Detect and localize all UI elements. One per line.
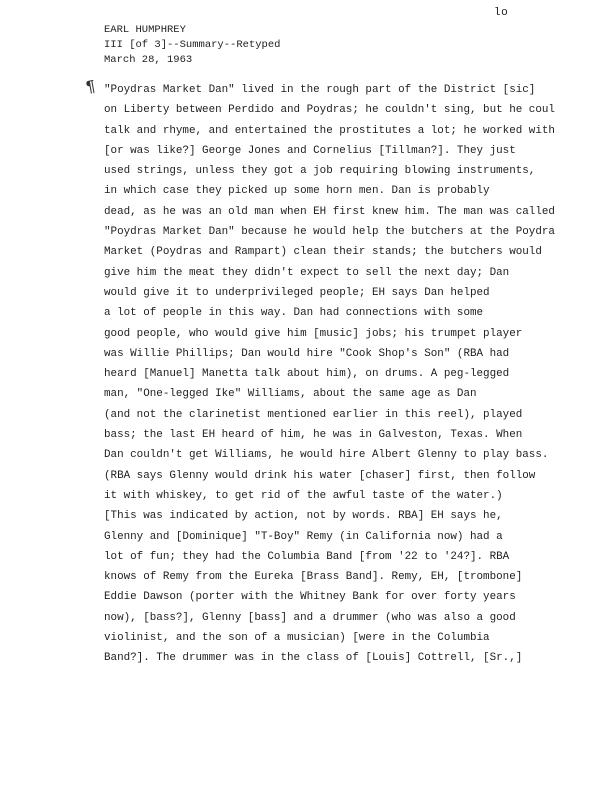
text-line: (and not the clarinetist mentioned earlier in this reel), played bbox=[104, 408, 523, 421]
text-line: in which case they picked up some horn men. Dan is probably bbox=[104, 185, 490, 198]
page-number: lo bbox=[494, 7, 509, 19]
text-line: [or was like?] George Jones and Cornelius [Tillman?]. They just bbox=[104, 144, 516, 157]
text-line: violinist, and the son of a musician) [were in the Columbia bbox=[104, 632, 490, 645]
text-line: would give it to underprivileged people; EH says Dan helped bbox=[104, 286, 490, 299]
text-line: man, "One-legged Ike" Williams, about the same age as Dan bbox=[104, 388, 477, 401]
text-line: it with whiskey, to get rid of the awful taste of the water.) bbox=[104, 489, 503, 502]
header-name: EARL HUMPHREY bbox=[104, 24, 186, 36]
text-line: lot of fun; they had the Columbia Band [from '22 to '24?]. RBA bbox=[104, 550, 510, 563]
text-line: used strings, unless they got a job requiring blowing instruments, bbox=[104, 165, 536, 178]
text-line: Market (Poydras and Rampart) clean their stands; the butchers would bbox=[104, 246, 542, 259]
text-line: Eddie Dawson (porter with the Whitney Bank for over forty years bbox=[104, 591, 516, 604]
text-line: (RBA says Glenny would drink his water [chaser] first, then follow bbox=[104, 469, 536, 482]
text-line: [This was indicated by action, not by words. RBA] EH says he, bbox=[104, 510, 503, 523]
text-line: dead, as he was an old man when EH first knew him. The man was called bbox=[104, 205, 555, 218]
text-line: good people, who would give him [music] jobs; his trumpet player bbox=[104, 327, 523, 340]
text-line: knows of Remy from the Eureka [Brass Band]. Remy, EH, [trombone] bbox=[104, 571, 523, 584]
text-line: "Poydras Market Dan" because he would help the butchers at the Poydra bbox=[104, 226, 555, 239]
text-line: Dan couldn't get Williams, he would hire Albert Glenny to play bass. bbox=[104, 449, 549, 462]
header-reel: III [of 3]--Summary--Retyped bbox=[104, 39, 281, 51]
text-line: bass; the last EH heard of him, he was in Galveston, Texas. When bbox=[104, 429, 523, 442]
text-line: give him the meat they didn't expect to sell the next day; Dan bbox=[104, 266, 510, 279]
text-line: Glenny and [Dominique] "T-Boy" Remy (in California now) had a bbox=[104, 530, 503, 543]
text-line: on Liberty between Perdido and Poydras; he couldn't sing, but he coul bbox=[104, 104, 555, 117]
text-line: "Poydras Market Dan" lived in the rough part of the District [sic] bbox=[104, 84, 536, 96]
summary-body bbox=[104, 80, 612, 669]
text-line: a lot of people in this way. Dan had connections with some bbox=[104, 307, 484, 320]
text-line: heard [Manuel] Manetta talk about him), on drums. A peg-legged bbox=[104, 368, 510, 381]
text-line: was Willie Phillips; Dan would hire "Cook Shop's Son" (RBA had bbox=[104, 347, 510, 360]
document-header bbox=[104, 23, 280, 68]
header-date: March 28, 1963 bbox=[104, 54, 193, 66]
text-line: now), [bass?], Glenny [bass] and a drummer (who was also a good bbox=[104, 611, 516, 624]
paragraph-mark-icon: ¶ bbox=[84, 77, 98, 97]
text-line: talk and rhyme, and entertained the prostitutes a lot; he worked with bbox=[104, 124, 555, 137]
text-line: Band?]. The drummer was in the class of [Louis] Cottrell, [Sr.,] bbox=[104, 652, 523, 665]
